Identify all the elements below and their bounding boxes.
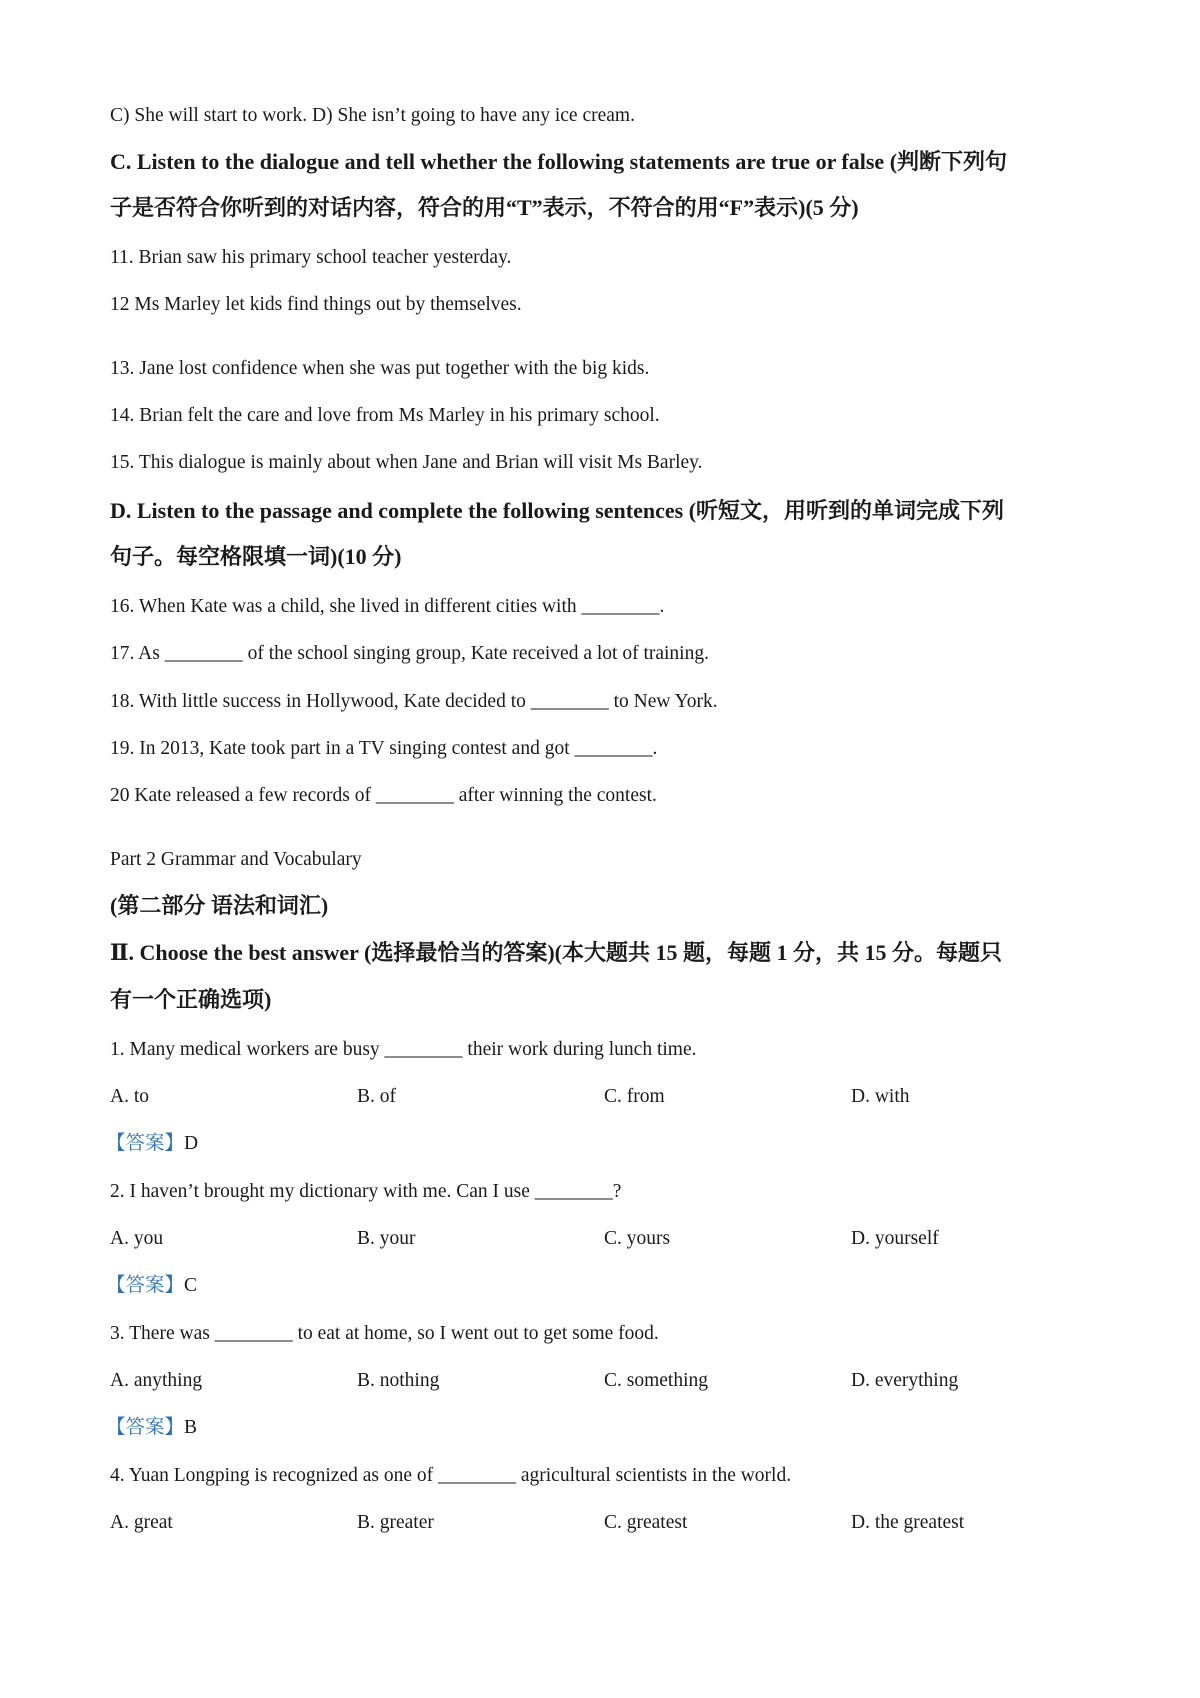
question-3-stem: 3. There was ________ to eat at home, so I went out to get some food. (110, 1323, 659, 1344)
question-2-option-b: B. your (357, 1228, 416, 1249)
statement-13: 13. Jane lost confidence when she was put together with the big kids. (110, 358, 650, 379)
answer-letter: C (184, 1275, 198, 1296)
question-1-option-a: A. to (110, 1086, 149, 1107)
section-ii-heading-line-2: 有一个正确选项) (110, 987, 272, 1012)
question-2-stem: 2. I haven’t brought my dictionary with me. Can I use ________? (110, 1181, 622, 1202)
question-2-answer (106, 1274, 197, 1298)
question-1-option-b: B. of (357, 1086, 396, 1107)
statement-11: 11. Brian saw his primary school teacher yesterday. (110, 247, 512, 268)
sentence-19: 19. In 2013, Kate took part in a TV singing contest and got ________. (110, 738, 658, 759)
section-d-heading-line-2: 句子。每空格限填一词)(10 分) (110, 544, 402, 569)
section-c-heading-line-1: C. Listen to the dialogue and tell whether the following statements are true or false (判断下列句 (110, 149, 1008, 174)
question-3-answer (106, 1416, 197, 1440)
answer-label: 【答案】 (106, 1133, 185, 1154)
listening-options-c-d: C) She will start to work. D) She isn’t going to have any ice cream. (110, 105, 635, 126)
question-3-option-d: D. everything (851, 1370, 959, 1391)
statement-15: 15. This dialogue is mainly about when Jane and Brian will visit Ms Barley. (110, 452, 703, 473)
question-2-option-c: C. yours (604, 1228, 671, 1249)
question-3-option-b: B. nothing (357, 1370, 440, 1391)
sentence-18: 18. With little success in Hollywood, Kate decided to ________ to New York. (110, 691, 718, 712)
section-d-heading-line-1: D. Listen to the passage and complete the following sentences (听短文，用听到的单词完成下列 (110, 498, 1005, 523)
section-ii-heading-line-1: Ⅱ. Choose the best answer (选择最恰当的答案)(本大题共 15 题，每题 1 分，共 15 分。每题只 (110, 940, 1003, 965)
question-1-option-d: D. with (851, 1086, 910, 1107)
question-2-option-d: D. yourself (851, 1228, 939, 1249)
statement-14: 14. Brian felt the care and love from Ms Marley in his primary school. (110, 405, 660, 426)
question-3-option-c: C. something (604, 1370, 709, 1391)
question-4-option-a: A. great (110, 1512, 173, 1533)
part-2-title: Part 2 Grammar and Vocabulary (110, 849, 362, 870)
question-4-option-c: C. greatest (604, 1512, 688, 1533)
statement-12: 12 Ms Marley let kids find things out by themselves. (110, 294, 522, 315)
question-1-answer (106, 1132, 198, 1156)
question-4-option-b: B. greater (357, 1512, 434, 1533)
section-c-heading-line-2: 子是否符合你听到的对话内容，符合的用“T”表示，不符合的用“F”表示)(5 分) (110, 195, 859, 220)
question-1-option-c: C. from (604, 1086, 665, 1107)
question-3-option-a: A. anything (110, 1370, 203, 1391)
question-1-stem: 1. Many medical workers are busy ________ their work during lunch time. (110, 1039, 697, 1060)
answer-label: 【答案】 (106, 1275, 185, 1296)
answer-label: 【答案】 (106, 1417, 185, 1438)
sentence-17: 17. As ________ of the school singing group, Kate received a lot of training. (110, 643, 709, 664)
answer-letter: B (184, 1417, 198, 1438)
answer-letter: D (184, 1133, 199, 1154)
sentence-20: 20 Kate released a few records of ________ after winning the contest. (110, 785, 657, 806)
question-4-stem: 4. Yuan Longping is recognized as one of ________ agricultural scientists in the world. (110, 1465, 792, 1486)
sentence-16: 16. When Kate was a child, she lived in different cities with ________. (110, 596, 665, 617)
question-2-option-a: A. you (110, 1228, 164, 1249)
part-2-chinese-title: (第二部分 语法和词汇) (110, 893, 329, 918)
question-4-option-d: D. the greatest (851, 1512, 965, 1533)
